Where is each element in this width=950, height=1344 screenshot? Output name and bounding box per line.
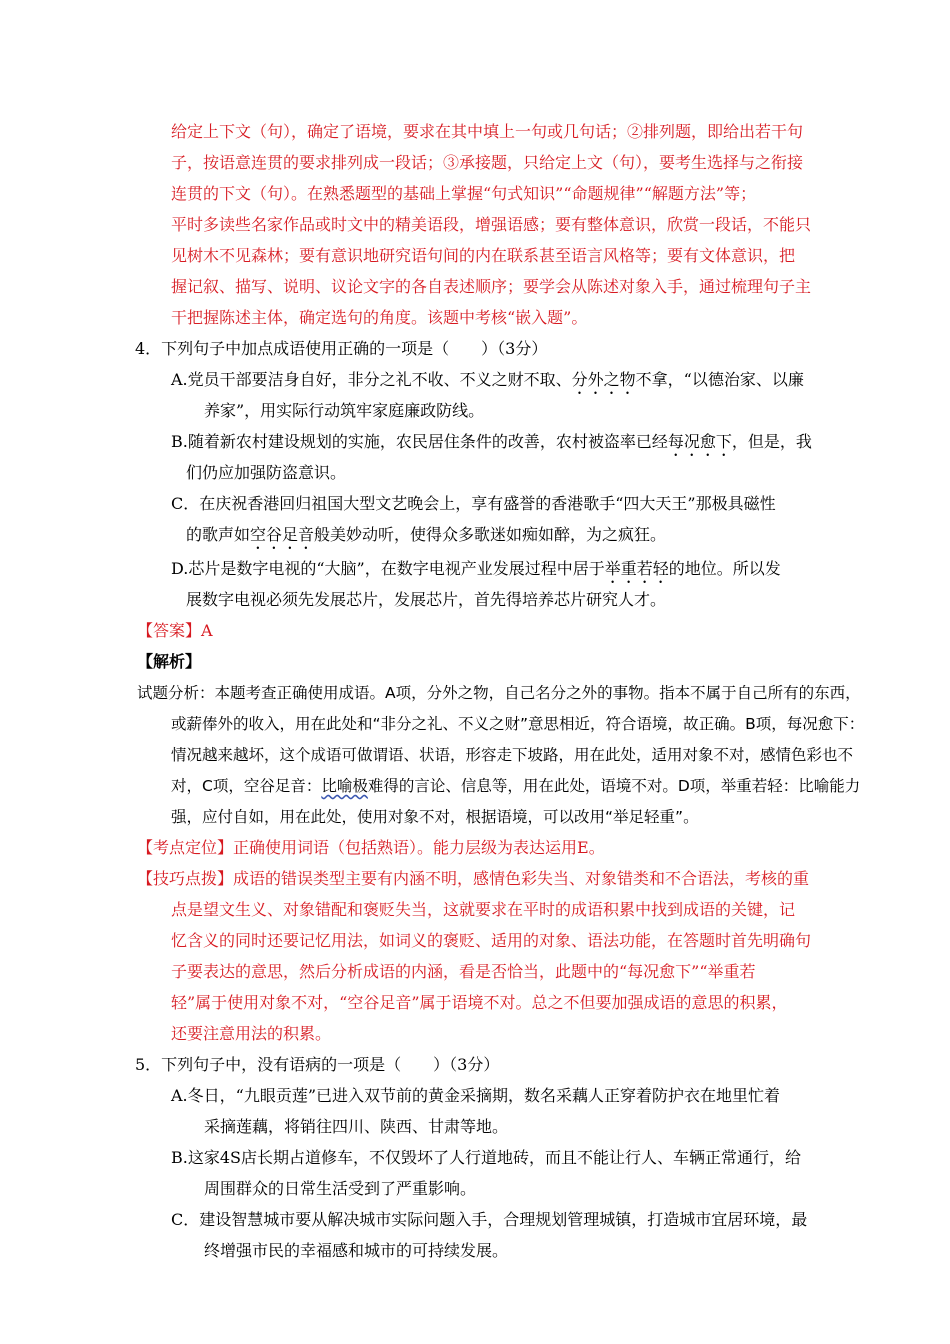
q4-c-text-tail: 般美妙动听，使得众多歌迷如痴如醉，为之疯狂。 xyxy=(314,525,667,544)
intro-line-1: 给定上下文（句），确定了语境，要求在其中填上一句或几句话；②排列题，即给出若干句 xyxy=(171,122,804,141)
kaodian-text: 正确使用词语（包括熟语）。能力层级为表达运用E。 xyxy=(233,838,605,857)
intro-line-4: 平时多读些名家作品或时文中的精美语段，增强语感；要有整体意识，欣赏一段话，不能只 xyxy=(171,215,812,234)
kaodian-tag: 【考点定位】 xyxy=(137,838,234,857)
q4-d-text: D.芯片是数字电视的“大脑”，在数字电视产业发展过程中居于 xyxy=(171,559,605,578)
q4-c-dotted-idiom: 空谷足音 xyxy=(250,525,315,544)
q4-option-d-line1 xyxy=(171,558,781,587)
jiqiao-line-6: 还要注意用法的积累。 xyxy=(171,1024,332,1043)
jiqiao-line-3: 忆含义的同时还要记忆用法，如词义的褒贬、适用的对象、语法功能，在答题时首先明确句 xyxy=(171,931,812,950)
q5-option-b-line1: B.这家4S店长期占道修车，不仅毁坏了人行道地砖，而且不能让行人、车辆正常通行，给 xyxy=(171,1148,801,1167)
q5-option-a-line2: 采摘莲藕，将销往四川、陕西、甘肃等地。 xyxy=(204,1117,509,1136)
kaodian-line xyxy=(137,837,605,859)
intro-line-6: 握记叙、描写、说明、议论文字的各自表述顺序；要学会从陈述对象入手，通过梳理句子主 xyxy=(171,277,812,296)
q5-option-a-line1: A.冬日，“九眼贡莲”已进入双节前的黄金采摘期，数名采藕人正穿着防护衣在地里忙着 xyxy=(171,1086,781,1105)
q4-option-a-line2: 养家”，用实际行动筑牢家庭廉政防线。 xyxy=(204,401,485,420)
q4-option-c-line2 xyxy=(186,524,666,553)
jiqiao-line-4: 子要表达的意思，然后分析成语的内涵，看是否恰当，此题中的“每况愈下”“举重若 xyxy=(171,962,756,981)
jiqiao-line-2: 点是望文生义、对象错配和褒贬失当，这就要求在平时的成语积累中找到成语的关键，记 xyxy=(171,900,796,919)
answer-label: 【答案】A xyxy=(137,621,213,640)
analysis-line-4-tail: 难得的言论、信息等，用在此处，语境不对。D项，举重若轻：比喻能力 xyxy=(367,777,861,795)
analysis-line-5: 强，应付自如，用在此处，使用对象不对，根据语境，可以改用“举足轻重”。 xyxy=(171,808,699,826)
intro-line-3: 连贯的下文（句）。在熟悉题型的基础上掌握“句式知识”“命题规律”“解题方法”等； xyxy=(171,184,757,203)
q4-b-dotted-idiom: 每况愈下 xyxy=(667,432,732,451)
q4-a-dotted-idiom: 分外之物 xyxy=(571,370,636,389)
analysis-wavy-mark: 比喻极 xyxy=(321,777,368,795)
q4-d-dotted-idiom: 举重若轻 xyxy=(604,559,669,578)
q4-option-b-line2: 们仍应加强防盗意识。 xyxy=(186,463,347,482)
jiqiao-line-1 xyxy=(137,868,809,890)
q4-option-c-line1: C．在庆祝香港回归祖国大型文艺晚会上，享有盛誉的香港歌手“四大天王”那极具磁性 xyxy=(171,494,776,513)
analysis-line-1: 试题分析：本题考查正确使用成语。A项，分外之物，自己名分之外的事物。指本不属于自己所有的东西， xyxy=(137,684,861,702)
intro-line-2: 子，按语意连贯的要求排列成一段话；③承接题，只给定上文（句），要考生选择与之衔接 xyxy=(171,153,804,172)
analysis-line-2: 或薪俸外的收入，用在此处和“非分之礼、不义之财”意思相近，符合语境，故正确。B项，每况愈下： xyxy=(171,715,865,733)
intro-line-7: 干把握陈述主体，确定选句的角度。该题中考核“嵌入题”。 xyxy=(171,308,588,327)
q4-option-b-line1 xyxy=(171,431,812,460)
jiqiao-line-5: 轻”属于使用对象不对，“空谷足音”属于语境不对。总之不但要加强成语的意思的积累， xyxy=(171,993,788,1012)
q4-c-text: 的歌声如 xyxy=(186,525,251,544)
jiqiao-text: 成语的错误类型主要有内涵不明，感情色彩失当、对象错类和不合语法，考核的重 xyxy=(233,869,810,888)
q4-stem: 4．下列句子中加点成语使用正确的一项是（ ）（3分） xyxy=(135,339,548,358)
jiqiao-tag: 【技巧点拨】 xyxy=(137,869,234,888)
intro-line-5: 见树木不见森林；要有意识地研究语句间的内在联系甚至语言风格等；要有文体意识，把 xyxy=(171,246,796,265)
analysis-line-3: 情况越来越坏，这个成语可做谓语、状语，形容走下坡路，用在此处，适用对象不对，感情色彩也不 xyxy=(171,746,854,764)
q4-a-text-tail: 不拿，“以德治家、以廉 xyxy=(635,370,804,389)
q5-option-b-line2: 周围群众的日常生活受到了严重影响。 xyxy=(204,1179,477,1198)
q4-b-text-tail: ，但是，我 xyxy=(731,432,812,451)
q4-a-text: A.党员干部要洁身自好，非分之礼不收、不义之财不取、 xyxy=(171,370,572,389)
q4-d-text-tail: 的地位。所以发 xyxy=(668,559,781,578)
analysis-line-4-head: 对，C项，空谷足音： xyxy=(171,777,322,795)
q4-b-text: B.随着新农村建设规划的实施，农民居住条件的改善，农村被盗率已经 xyxy=(171,432,668,451)
q4-option-d-line2: 展数字电视必须先发展芯片，发展芯片，首先得培养芯片研究人才。 xyxy=(186,590,667,609)
q5-option-c-line2: 终增强市民的幸福感和城市的可持续发展。 xyxy=(204,1241,509,1260)
analysis-line-4 xyxy=(171,775,860,797)
q5-stem: 5．下列句子中，没有语病的一项是（ ）（3分） xyxy=(135,1055,500,1074)
q5-option-c-line1: C．建设智慧城市要从解决城市实际问题入手，合理规划管理城镇，打造城市宜居环境，最 xyxy=(171,1210,808,1229)
q4-option-a-line1 xyxy=(171,369,804,398)
analysis-heading: 【解析】 xyxy=(137,652,202,671)
